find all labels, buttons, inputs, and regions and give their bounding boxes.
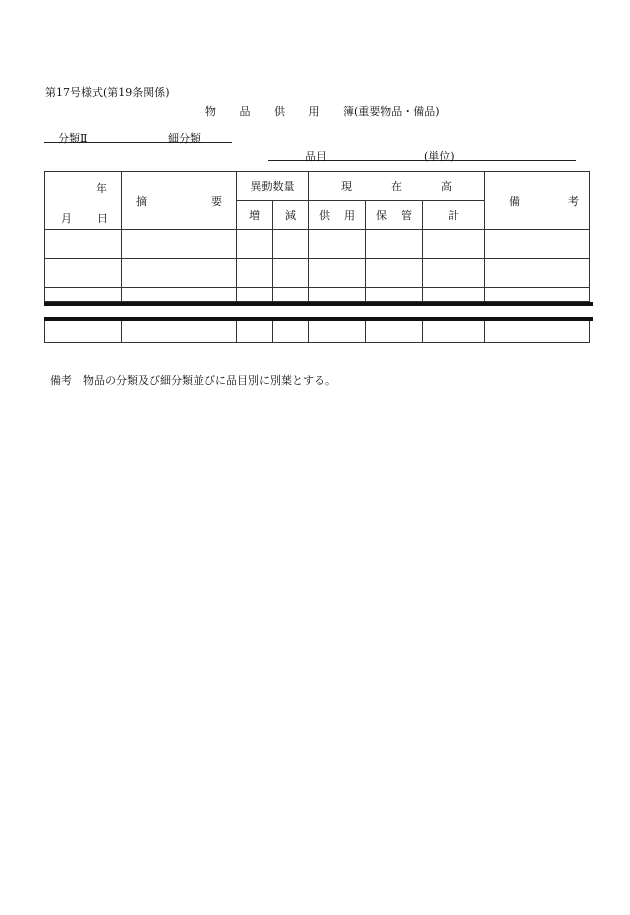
table-row (45, 288, 590, 302)
title-part: 用 (308, 105, 320, 118)
form-title (205, 103, 440, 119)
classification-label: 分類Ⅱ (58, 132, 88, 145)
subclassification-label: 細分類 (168, 132, 201, 145)
date-header (45, 172, 122, 230)
title-part: 品 (239, 105, 251, 118)
footnote: 備考 物品の分類及び細分類並びに品目別に別葉とする。 (50, 374, 336, 387)
decrease-header: 減 (273, 201, 309, 230)
title-part: 供 (274, 105, 285, 118)
month-label: 月 (61, 212, 72, 225)
title-part: 物 (205, 105, 216, 118)
table-row (45, 259, 590, 288)
current-stock-header: 現 在 高 (309, 172, 485, 201)
table-row (45, 230, 590, 259)
summary-header: 摘 要 (122, 172, 237, 230)
day-label: 日 (97, 212, 108, 225)
form-number: 第17号様式(第19条関係) (45, 86, 170, 99)
total-header: 計 (423, 201, 485, 230)
item-label: 品目 (305, 150, 327, 163)
change-qty-header: 異動数量 (237, 172, 309, 201)
table-break-line-bottom (44, 317, 593, 321)
in-use-header: 供 用 (309, 201, 366, 230)
remarks-header: 備 考 (485, 172, 590, 230)
table-break-gap (40, 306, 600, 317)
table-break-line-top (44, 302, 593, 306)
year-label: 年 (96, 182, 107, 195)
increase-header: 増 (237, 201, 273, 230)
unit-label: (単位) (424, 150, 455, 163)
title-part: 簿(重要物品・備品) (343, 105, 440, 118)
storage-header: 保 管 (366, 201, 423, 230)
